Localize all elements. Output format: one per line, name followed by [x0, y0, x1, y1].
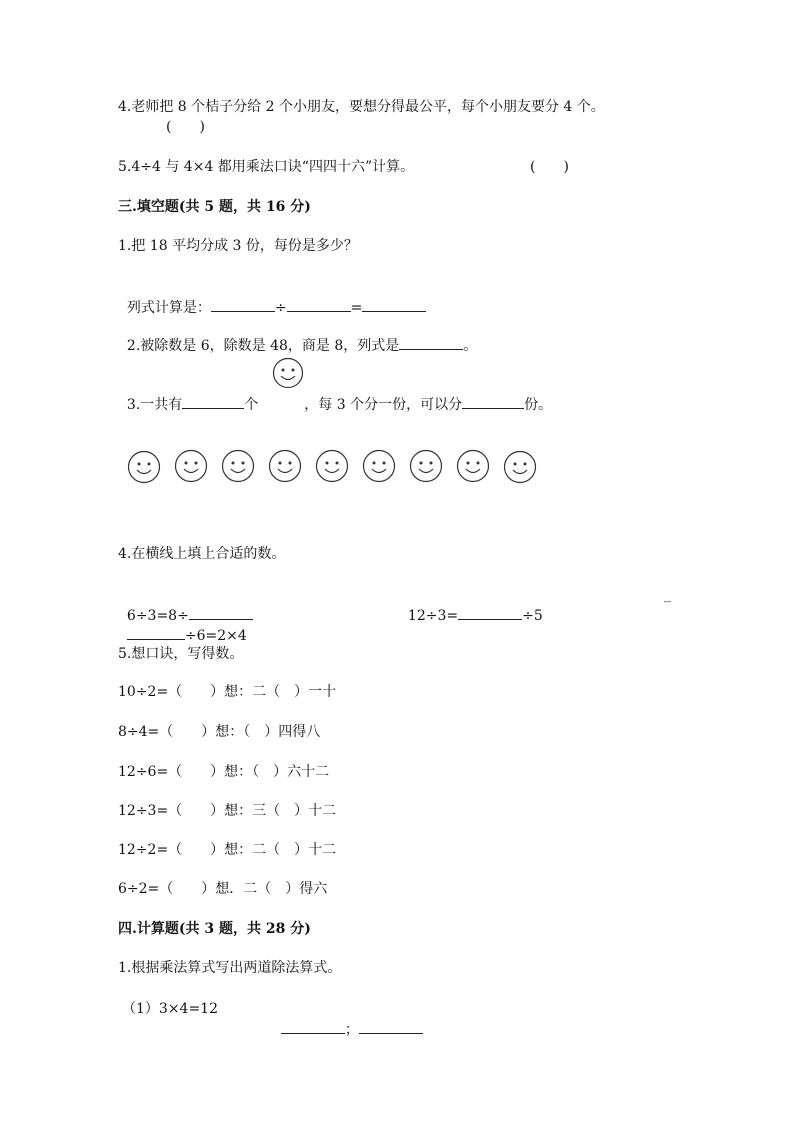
q3-1-text: 1.把 18 平均分成 3 份，每份是多少？: [118, 238, 358, 254]
section-4-title: 四.计算题(共 3 题，共 28 分): [118, 921, 311, 937]
smiley-icon: [315, 449, 349, 483]
q3-5-row[interactable]: 8÷4=（ ）想：（ ）四得八: [118, 724, 321, 740]
section-3-title: 三.填空题(共 5 题，共 16 分): [118, 199, 311, 215]
q2-5-text: 5.4÷4 与 4×4 都用乘法口诀“四四十六”计算。: [118, 159, 415, 175]
q3-1-blank-divisor[interactable]: [287, 297, 351, 312]
q2-5-answer-paren[interactable]: ( ): [530, 159, 569, 175]
q3-4-expr-3: [118, 605, 247, 646]
q3-3-blank-total[interactable]: [182, 394, 244, 409]
q4-1-item-1: （1）3×4=12: [122, 1001, 218, 1017]
q3-4-blank-2[interactable]: [458, 605, 522, 620]
q3-4-dash: _: [664, 587, 671, 603]
q3-1-eq-sign: =: [350, 300, 363, 316]
q3-5-row[interactable]: 10÷2=（ ）想：二（ ）一十: [118, 684, 337, 700]
q4-1-blank-1[interactable]: [281, 1019, 345, 1034]
q3-2-blank[interactable]: [399, 335, 463, 350]
q3-1-calc-line: [118, 277, 426, 318]
smiley-face-icon: [272, 357, 304, 389]
q3-2-end: 。: [463, 338, 478, 354]
q4-1-blank-2[interactable]: [359, 1019, 423, 1034]
q3-3-line: [118, 374, 552, 415]
q3-3-text-c: ，每 3 个分一份，可以分: [304, 397, 463, 413]
q4-1-separator: ；: [344, 1022, 359, 1038]
smiley-icon: [362, 449, 396, 483]
smiley-icon: [127, 450, 161, 484]
q3-4-expr-2-text-b: ÷5: [522, 608, 543, 624]
smiley-icon: [456, 449, 490, 483]
q3-5-row[interactable]: 12÷3=（ ）想：三（ ）十二: [118, 803, 337, 819]
smiley-icon: [268, 449, 302, 483]
q3-4-text: 4.在横线上填上合适的数。: [118, 546, 286, 562]
q2-4-text: 4.老师把 8 个桔子分给 2 个小朋友，要想分得最公平，每个小朋友要分 4 个。: [118, 99, 605, 115]
q3-3-blank-groups[interactable]: [462, 394, 524, 409]
q3-3-text-b: 个: [244, 397, 259, 413]
q3-4-expr-2-text-a: 12÷3=: [407, 608, 459, 624]
q3-4-expr-2: [399, 585, 543, 626]
q3-2-line: [118, 315, 477, 356]
q3-4-expr-3-text: ÷6=2×4: [184, 628, 247, 644]
q3-5-row[interactable]: 6÷2=（ ）想．二（ ）得六: [118, 881, 328, 897]
q3-1-blank-dividend[interactable]: [211, 297, 275, 312]
q3-5-row[interactable]: 12÷2=（ ）想：二（ ）十二: [118, 842, 337, 858]
q4-1-answer-line: [272, 999, 423, 1040]
q3-4-expr-1-text: 6÷3=8÷: [126, 608, 189, 624]
smiley-icon: [174, 449, 208, 483]
smiley-icon: [409, 449, 443, 483]
q3-1-calc-label: 列式计算是：: [126, 300, 211, 316]
q3-1-div-sign: ÷: [274, 300, 287, 316]
q3-3-text-a: 3.一共有: [126, 397, 183, 413]
smiley-icon: [503, 450, 537, 484]
q3-4-blank-3[interactable]: [127, 625, 185, 640]
q3-2-text: 2.被除数是 6，除数是 48，商是 8，列式是: [126, 338, 400, 354]
q2-4-answer-paren[interactable]: ( ): [166, 119, 205, 135]
smiley-icon: [221, 449, 255, 483]
q4-1-text: 1.根据乘法算式写出两道除法算式。: [118, 960, 342, 976]
q3-1-blank-result[interactable]: [362, 297, 426, 312]
q3-5-row[interactable]: 12÷6=（ ）想：（ ）六十二: [118, 764, 330, 780]
q3-3-text-d: 份。: [524, 397, 553, 413]
q3-5-text: 5.想口诀，写得数。: [118, 646, 244, 662]
